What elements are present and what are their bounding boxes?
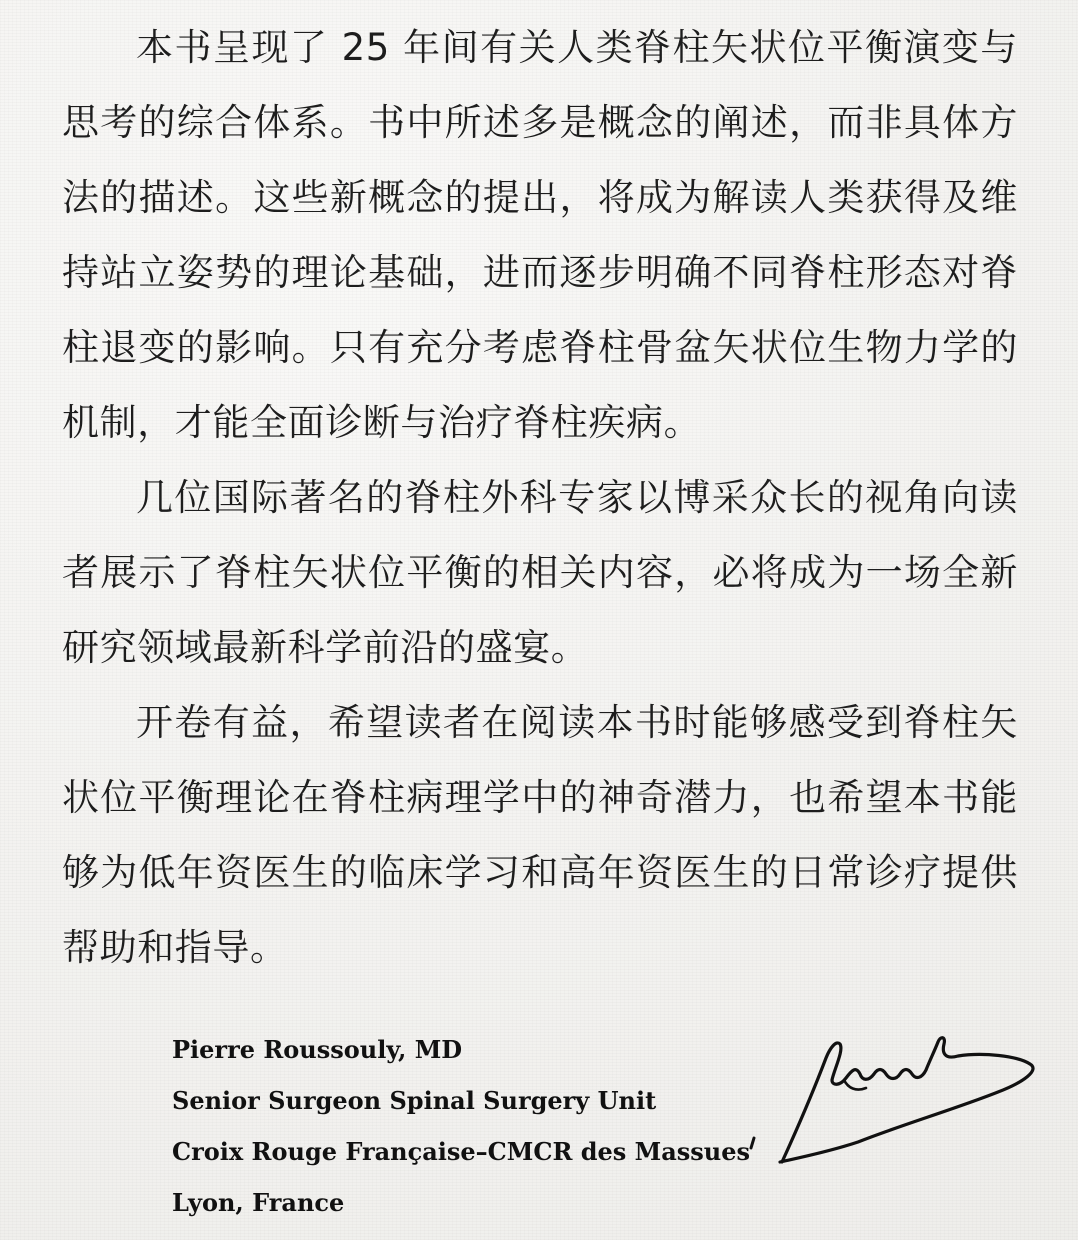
preface-body — [62, 10, 1018, 985]
author-signature-block — [172, 1024, 772, 1228]
author-location: Lyon, France — [172, 1188, 345, 1217]
author-name: Pierre Roussouly, MD — [172, 1035, 463, 1064]
author-institution: Croix Rouge Française–CMCR des Massues — [172, 1137, 751, 1166]
handwritten-signature-icon — [748, 1030, 1048, 1170]
author-title: Senior Surgeon Spinal Surgery Unit — [172, 1086, 657, 1115]
paragraph-3: 开卷有益，希望读者在阅读本书时能够感受到脊柱矢状位平衡理论在脊柱病理学中的神奇潜力，也希望本书能够为低年资医生的临床学习和高年资医生的日常诊疗提供帮助和指导。 — [62, 701, 1018, 969]
paragraph-2: 几位国际著名的脊柱外科专家以博采众长的视角向读者展示了脊柱矢状位平衡的相关内容，必将成为一场全新研究领域最新科学前沿的盛宴。 — [62, 476, 1018, 669]
paragraph-1: 本书呈现了 25 年间有关人类脊柱矢状位平衡演变与思考的综合体系。书中所述多是概念的阐述，而非具体方法的描述。这些新概念的提出，将成为解读人类获得及维持站立姿势的理论基础，进而逐步明确不同脊柱形态对脊柱退变的影响。只有充分考虑脊柱骨盆矢状位生物力学的机制，才能全面诊断与治疗脊柱疾病。 — [62, 26, 1018, 444]
